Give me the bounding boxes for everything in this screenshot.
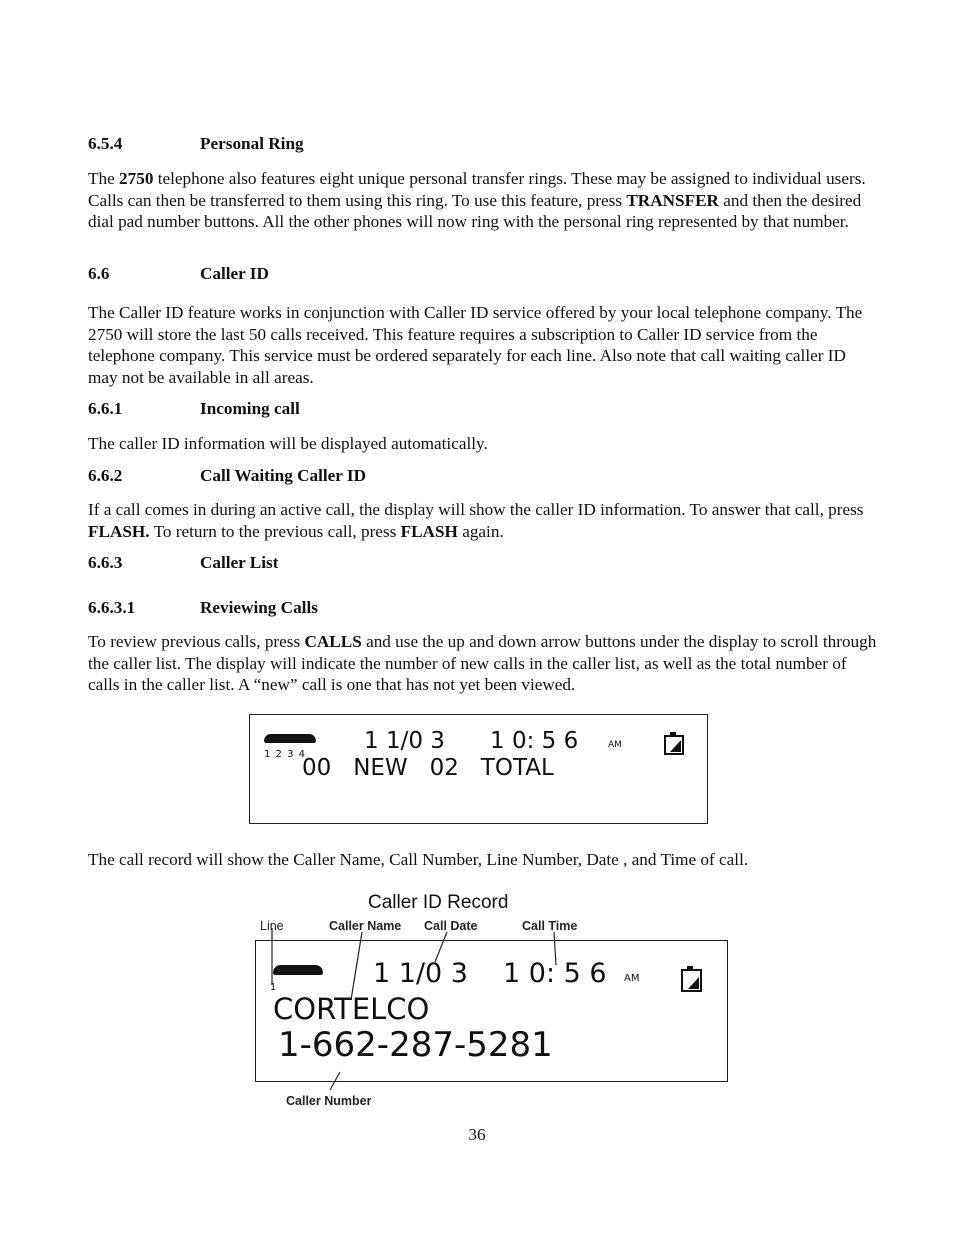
section-number: 6.6.2 [88, 466, 123, 485]
callout-call-time-label: Call Time [522, 919, 578, 933]
callout-caller-number-label: Caller Number [286, 1094, 372, 1108]
display-date: 1 1/0 3 [373, 958, 468, 989]
section-title: Call Waiting Caller ID [200, 466, 366, 485]
caller-number: 1-662-287-5281 [278, 1025, 553, 1065]
text-run: To return to the previous call, press [149, 521, 401, 541]
text-run: and then the desired dial pad number buttons. All the other phones will now ring with the personal ring represented by that number. [88, 190, 862, 231]
text-run: If a call comes in during an active call, the display will show the caller ID information. To answer that call, press [88, 500, 864, 519]
page-number: 36 [468, 1125, 486, 1144]
callout-line-label: Line [260, 919, 284, 933]
display-date: 1 1/0 3 [364, 728, 445, 754]
text-run: telephone also features eight unique personal transfer rings. These may be assigned to individual users. Calls can then be transferred to them using this ring. To use this feature, press [88, 169, 866, 210]
paragraph-caller-id: The Caller ID feature works in conjunction with Caller ID service offered by your local telephone company. The 2750 will store the last 50 calls received. This feature requires a subscription to Caller ID service from the telephone company. This service must be ordered separately for each line. Also note that call waiting caller ID may not be available in all areas. [88, 303, 863, 387]
section-title: Reviewing Calls [200, 598, 318, 617]
display-time: 1 0: 5 6 [503, 958, 607, 989]
section-title: Caller List [200, 553, 279, 572]
callout-call-date-label: Call Date [424, 919, 478, 933]
section-number: 6.6.3.1 [88, 598, 136, 617]
section-number: 6.6.3 [88, 553, 123, 572]
caller-name: CORTELCO [273, 992, 430, 1026]
paragraph-incoming-call: The caller ID information will be displayed automatically. [88, 434, 488, 453]
bold-transfer-key: TRANSFER [626, 190, 719, 210]
text-run: The [88, 169, 120, 188]
call-date-callout-leader [435, 932, 447, 962]
callout-caller-name-label: Caller Name [329, 919, 402, 933]
display-ampm: AM [608, 740, 622, 750]
text-run: and use the up and down arrow buttons under the display to scroll through the caller list. The display will indicate the number of new calls in the caller list, as well as the total number of calls in the caller list. A “new” call is one that has not yet been viewed. [88, 632, 877, 694]
call-time-callout-leader [554, 932, 556, 965]
line-number: 1 [270, 982, 277, 993]
bold-flash-key: FLASH [400, 521, 458, 541]
paragraph-call-record: The call record will show the Caller Name, Call Number, Line Number, Date , and Time of call. [88, 850, 749, 869]
text-run: To review previous calls, press [88, 632, 305, 651]
caller-id-record-title: Caller ID Record [368, 892, 509, 913]
caller-number-callout-leader [330, 1072, 340, 1090]
bold-flash-key: FLASH. [88, 521, 150, 541]
display-time: 1 0: 5 6 [490, 728, 579, 754]
section-number: 6.6 [88, 264, 110, 283]
line-indicators: 1 2 3 4 [264, 749, 306, 760]
bold-calls-key: CALLS [304, 632, 362, 651]
section-number: 6.5.4 [88, 134, 123, 153]
section-title: Incoming call [200, 399, 300, 418]
caller-name-callout-leader [351, 932, 362, 1000]
section-title: Caller ID [200, 264, 269, 283]
section-title: Personal Ring [200, 134, 304, 153]
display-ampm: AM [624, 973, 640, 984]
bold-model-number: 2750 [119, 169, 154, 188]
display-new-total: 00 NEW 02 TOTAL [302, 755, 554, 781]
text-run: again. [457, 521, 504, 541]
section-number: 6.6.1 [88, 399, 123, 418]
